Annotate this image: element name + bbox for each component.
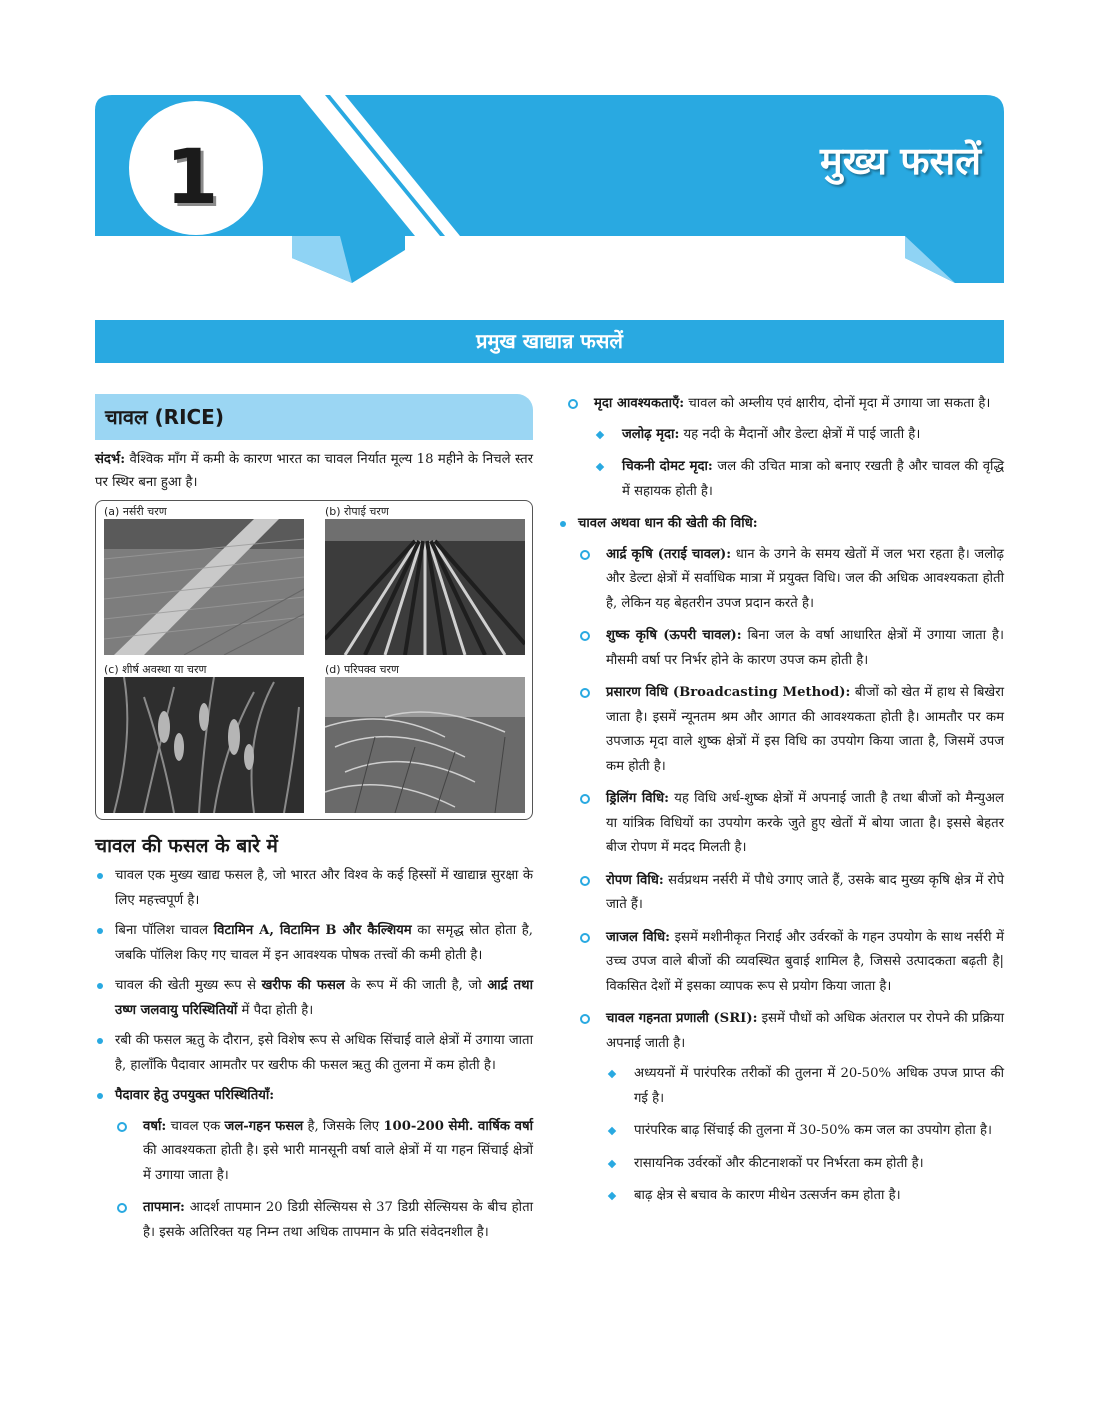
list-item: रबी की फसल ऋतु के दौरान, इसे विशेष रूप से अधिक सिंचाई वाले क्षेत्रों में उगाया जाता है, हालाँकि पैदावार आमतौर पर खरीफ की फसल ऋतु की तुलना में कम होती है। [95,1029,533,1078]
mature-image [325,677,525,813]
circle-bullet-icon [580,933,590,943]
right-column [566,392,1004,1217]
list-item: चावल अथवा धान की खेती की विधि: आर्द्र कृषि (तराई चावल): धान के उगने के समय खेतों में जल भरा रहता है। जलोढ़ और डेल्टा क्षेत्रों में सर्वाधिक मात्रा में प्रयुक्त विधि। जल की अधिक आवश्यकता होती है, लेकिन यह बेहतरीन उपज प्रदान करते है। शुष्क कृषि (ऊपरी चावल): बिना जल के वर्षा आधारित क्षेत्रों में उगाया जाता है। मौसमी वर्षा पर निर्भर होने के कारण उपज कम होती है। प्रसारण विधि (Broadcasting Method): बीजों को खेत में हाथ से बिखेरा जाता है। इसमें न्यूनतम श्रम और आगत की आवश्यकता होती है। आमतौर पर कम उपजाऊ मृदा वाले शुष्क क्षेत्रों में इस विधि का उपयोग किया जाता है, जिसमें उपज कम होती है। ड्रिलिंग विधि: यह विधि अर्ध-शुष्क क्षेत्रों में अपनाई जाती है तथा बीजों को मैन्युअल या यांत्रिक विधियों का उपयोग करके जुते हुए खेतों में बोया जाता है। इससे बेहतर बीज रोपण में मदद मिलती है। रोपण विधि: सर्वप्रथम नर्सरी में पौधे उगाए जाते हैं, उसके बाद मुख्य कृषि क्षेत्र में रोपे जाते हैं। जाजल विधि: इसमें मशीनीकृत निराई और उर्वरकों के गहन उपयोग के साथ नर्सरी में उच्च उपज वाले बीजों की व्यवस्थित बुवाई शामिल है, जिससे उत्पादकता बढ़ती है| विकसित देशों में इसका व्यापक रूप से प्रयोग किया जाता है। चावल गहनता प्रणाली (SRI): इसमें पौधों को अधिक अंतराल पर रोपने की प्रक्रिया अपनाई जाती है। अध्ययनों में पारंपरिक तरीकों की तुलना में 20-50% अधिक उपज प्राप्त की गई है। पारंपरिक बाढ़ सिंचाई की तुलना में 30-50% कम जल का उपयोग होता है। रासायनिक उर्वरकों और कीटनाशकों पर निर्भरता कम होती है। बाढ़ क्षेत्र से बचाव के कारण मीथेन उत्सर्जन कम होता है। [558,512,1004,1209]
list-item: चावल गहनता प्रणाली (SRI): इसमें पौधों को अधिक अंतराल पर रोपने की प्रक्रिया अपनाई जाती है। अध्ययनों में पारंपरिक तरीकों की तुलना में 20-50% अधिक उपज प्राप्त की गई है। पारंपरिक बाढ़ सिंचाई की तुलना में 30-50% कम जल का उपयोग होता है। रासायनिक उर्वरकों और कीटनाशकों पर निर्भरता कम होती है। बाढ़ क्षेत्र से बचाव के कारण मीथेन उत्सर्जन कम होता है। [578,1007,1004,1209]
rice-header: चावल (RICE) [95,394,533,440]
list-item: रोपण विधि: सर्वप्रथम नर्सरी में पौधे उगाए जाते हैं, उसके बाद मुख्य कृषि क्षेत्र में रोपे जाते हैं। [578,869,1004,918]
diamond-bullet-icon [596,463,604,471]
bullet-icon [97,1093,103,1099]
soil-types-list [594,423,1004,505]
transplant-image [325,519,525,655]
list-item: चावल की खेती मुख्य रूप से खरीफ की फसल के रूप में की जाती है, जो आर्द्र तथा उष्ण जलवायु परिस्थितियों में पैदा होती है। [95,974,533,1023]
diamond-bullet-icon [608,1127,616,1135]
soil-list [566,392,1004,504]
bullet-icon [97,873,103,879]
chapter-title: मुख्य फसलें [820,139,981,183]
list-item: चावल एक मुख्य खाद्य फसल है, जो भारत और विश्व के कई हिस्सों में खाद्यान्न सुरक्षा के लिए महत्त्वपूर्ण है। [95,864,533,913]
nursery-image [104,519,304,655]
diamond-bullet-icon [608,1159,616,1167]
list-item: प्रसारण विधि (Broadcasting Method): बीजों को खेत में हाथ से बिखेरा जाता है। इसमें न्यूनतम श्रम और आगत की आवश्यकता होती है। आमतौर पर कम उपजाऊ मृदा वाले शुष्क क्षेत्रों में इस विधि का उपयोग किया जाता है, जिसमें उपज कम होती है। [578,681,1004,779]
conditions-list [115,1115,533,1246]
list-item: मृदा आवश्यकताएँ: चावल को अम्लीय एवं क्षारीय, दोनों मृदा में उगाया जा सकता है। जलोढ़ मृदा: यह नदी के मैदानों और डेल्टा क्षेत्रों में पाई जाती है। चिकनी दोमट मृदा: जल की उचित मात्रा को बनाए रखती है और चावल की वृद्धि में सहायक होती है। [566,392,1004,504]
list-item: चिकनी दोमट मृदा: जल की उचित मात्रा को बनाए रखती है और चावल की वृद्धि में सहायक होती है। [594,455,1004,504]
photo-caption: (c) शीर्ष अवस्था या चरण [104,663,207,676]
chapter-number: 1 [165,132,219,221]
photo-mature [325,663,525,817]
list-item: आर्द्र कृषि (तराई चावल): धान के उगने के समय खेतों में जल भरा रहता है। जलोढ़ और डेल्टा क्षेत्रों में सर्वाधिक मात्रा में प्रयुक्त विधि। जल की अधिक आवश्यकता होती है, लेकिन यह बेहतरीन उपज प्रदान करते है। [578,543,1004,617]
bullet-icon [97,1038,103,1044]
list-item: वर्षा: चावल एक जल-गहन फसल है, जिसके लिए 100-200 सेमी. वार्षिक वर्षा की आवश्यकता होती है। इसे भारी मानसूनी वर्षा वाले क्षेत्रों में या गहन सिंचाई क्षेत्रों में उगाया जाता है। [115,1115,533,1189]
list-item: ड्रिलिंग विधि: यह विधि अर्ध-शुष्क क्षेत्रों में अपनाई जाती है तथा बीजों को मैन्युअल या यांत्रिक विधियों का उपयोग करके जुते हुए खेतों में बोया जाता है। इससे बेहतर बीज रोपण में मदद मिलती है। [578,787,1004,861]
list-item: जलोढ़ मृदा: यह नदी के मैदानों और डेल्टा क्षेत्रों में पाई जाती है। [594,423,1004,448]
circle-bullet-icon [117,1203,127,1213]
method-list [558,512,1004,1209]
context-label: संदर्भ: [95,452,126,467]
photo-caption: (b) रोपाई चरण [325,505,389,518]
bullet-icon [97,928,103,934]
photo-caption: (a) नर्सरी चरण [104,505,167,518]
diamond-bullet-icon [608,1192,616,1200]
heading-image [104,677,304,813]
methods-sublist [578,543,1004,1209]
circle-bullet-icon [580,1014,590,1024]
left-column [95,394,533,1253]
list-item: बाढ़ क्षेत्र से बचाव के कारण मीथेन उत्सर्जन कम होता है। [606,1184,1004,1209]
list-item: तापमान: आदर्श तापमान 20 डिग्री सेल्सियस से 37 डिग्री सेल्सियस के बीच होता है। इसके अतिरिक्त यह निम्न तथा अधिक तापमान के प्रति संवेदनशील है। [115,1196,533,1245]
circle-bullet-icon [568,399,578,409]
photo-caption: (d) परिपक्व चरण [325,663,399,676]
diamond-bullet-icon [596,430,604,438]
list-item: बिना पॉलिश चावल विटामिन A, विटामिन B और कैल्शियम का समृद्ध स्रोत होता है, जबकि पॉलिश किए गए चावल में इन आवश्यक पोषक तत्त्वों की कमी होती है। [95,919,533,968]
diamond-bullet-icon [608,1070,616,1078]
photo-nursery [104,505,304,659]
rice-stages-figure [95,500,533,820]
bullet-icon [560,521,566,527]
chapter-banner [0,0,1099,300]
section-title: प्रमुख खाद्यान्न फसलें [95,320,1004,363]
photo-transplant [325,505,525,659]
context-paragraph [95,448,533,494]
list-item: रासायनिक उर्वरकों और कीटनाशकों पर निर्भरता कम होती है। [606,1152,1004,1177]
sri-benefits-list [606,1062,1004,1209]
context-text: वैश्विक माँग में कमी के कारण भारत का चावल निर्यात मूल्य 18 महीने के निचले स्तर पर स्थिर बना हुआ है। [95,452,533,490]
circle-bullet-icon [580,688,590,698]
bullet-icon [97,983,103,989]
list-item: जाजल विधि: इसमें मशीनीकृत निराई और उर्वरकों के गहन उपयोग के साथ नर्सरी में उच्च उपज वाले बीजों की व्यवस्थित बुवाई शामिल है, जिससे उत्पादकता बढ़ती है| विकसित देशों में इसका व्यापक रूप से प्रयोग किया जाता है। [578,926,1004,1000]
list-item: पारंपरिक बाढ़ सिंचाई की तुलना में 30-50% कम जल का उपयोग होता है। [606,1119,1004,1144]
list-item: पैदावार हेतु उपयुक्त परिस्थितियाँ: वर्षा: चावल एक जल-गहन फसल है, जिसके लिए 100-200 सेमी. वार्षिक वर्षा की आवश्यकता होती है। इसे भारी मानसूनी वर्षा वाले क्षेत्रों में या गहन सिंचाई क्षेत्रों में उगाया जाता है। तापमान: आदर्श तापमान 20 डिग्री सेल्सियस से 37 डिग्री सेल्सियस के बीच होता है। इसके अतिरिक्त यह निम्न तथा अधिक तापमान के प्रति संवेदनशील है। [95,1084,533,1245]
list-item: अध्ययनों में पारंपरिक तरीकों की तुलना में 20-50% अधिक उपज प्राप्त की गई है। [606,1062,1004,1111]
about-heading: चावल की फसल के बारे में [95,835,278,857]
circle-bullet-icon [117,1122,127,1132]
circle-bullet-icon [580,794,590,804]
circle-bullet-icon [580,631,590,641]
circle-bullet-icon [580,876,590,886]
about-list [95,864,533,1245]
list-item: शुष्क कृषि (ऊपरी चावल): बिना जल के वर्षा आधारित क्षेत्रों में उगाया जाता है। मौसमी वर्षा पर निर्भर होने के कारण उपज कम होती है। [578,624,1004,673]
photo-heading [104,663,304,817]
circle-bullet-icon [580,550,590,560]
